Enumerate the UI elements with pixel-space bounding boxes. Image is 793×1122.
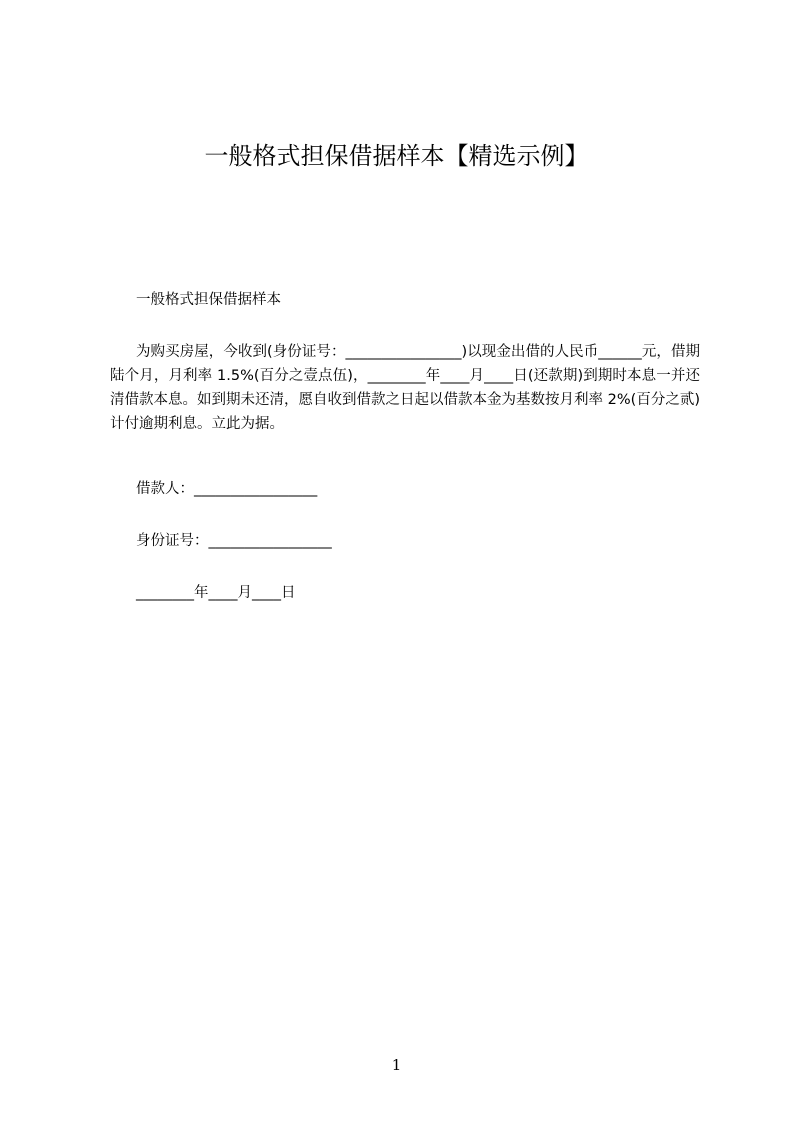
page-title: 一般格式担保借据样本【精选示例】: [204, 142, 589, 170]
id-number-line: 身份证号：_________________: [136, 533, 332, 549]
loan-terms-paragraph: 为购买房屋，今收到(身份证号：________________)以现金出借的人民币______元，借期陆个月，月利率 1.5%(百分之壹点伍)，________年____月____日(还款期)到期时本息一并还清借款本息。如到期未还清，愿自收到借款之日起以借款本金为基数按月利率 2%(百分之贰)计付逾期利息。立此为据。: [110, 344, 700, 432]
document-subtitle: 一般格式担保借据样本: [136, 292, 281, 308]
date-line: ________年____月____日: [136, 585, 296, 601]
borrower-signature-line: 借款人：_________________: [136, 481, 318, 497]
page-number: 1: [391, 1056, 402, 1074]
